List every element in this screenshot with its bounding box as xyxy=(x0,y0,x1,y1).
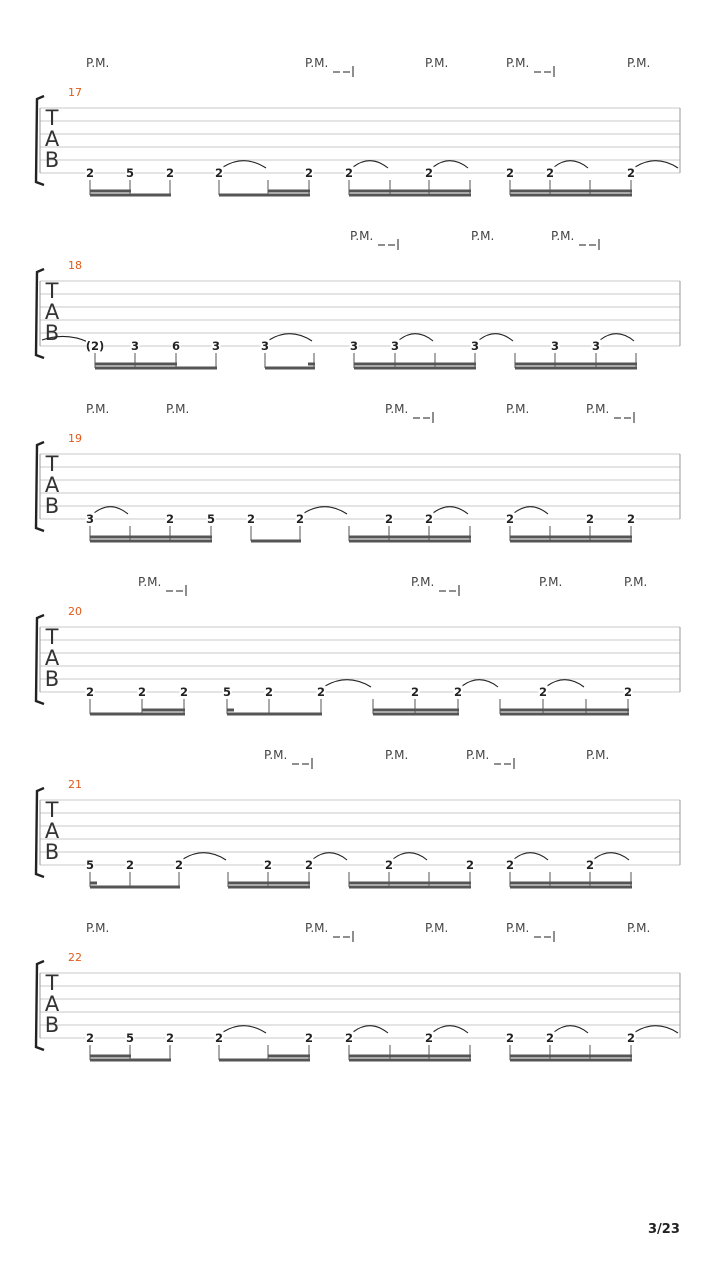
beam-secondary xyxy=(228,882,310,885)
palm-mute-label: P.M. xyxy=(86,56,110,70)
tab-clef-letter: T xyxy=(45,625,59,649)
beam xyxy=(515,367,637,370)
tie-arc xyxy=(433,507,468,514)
palm-mute-label: P.M. xyxy=(305,921,329,935)
fret-number: 5 xyxy=(125,166,135,180)
beam-secondary xyxy=(510,882,632,885)
fret-number: 2 xyxy=(165,1031,175,1045)
palm-mute-label: P.M. xyxy=(551,229,575,243)
beam xyxy=(349,540,471,543)
tie-arc xyxy=(223,161,266,168)
beam xyxy=(349,886,471,889)
beam xyxy=(500,713,629,716)
tie-arc xyxy=(304,507,347,514)
fret-number: 6 xyxy=(171,339,181,353)
fret-number: 2 xyxy=(626,1031,636,1045)
tie-arc xyxy=(600,334,634,341)
fret-number: 2 xyxy=(623,685,633,699)
tie-arc xyxy=(393,853,427,860)
fret-number: 3 xyxy=(550,339,560,353)
palm-mute-label: P.M. xyxy=(506,56,530,70)
fret-number: 3 xyxy=(390,339,400,353)
palm-mute-label: P.M. xyxy=(586,748,610,762)
fret-number: 2 xyxy=(424,512,434,526)
fret-number: 2 xyxy=(344,1031,354,1045)
tie-arc xyxy=(269,334,312,341)
beam-secondary xyxy=(90,190,131,193)
fret-number: 2 xyxy=(505,1031,515,1045)
tie-arc xyxy=(223,1026,266,1033)
fret-number: 2 xyxy=(295,512,305,526)
tab-system-17 xyxy=(36,56,680,197)
tab-clef-letter: A xyxy=(44,819,60,843)
palm-mute-label: P.M. xyxy=(425,56,449,70)
tab-clef-letter: B xyxy=(44,1013,60,1037)
fret-number: 2 xyxy=(137,685,147,699)
measure-number: 17 xyxy=(68,86,82,99)
tie-arc xyxy=(594,853,629,860)
tie-arc xyxy=(325,680,371,687)
fret-number: 2 xyxy=(545,1031,555,1045)
tab-system-20 xyxy=(36,575,680,716)
beam xyxy=(349,194,471,197)
beam-secondary xyxy=(349,536,471,539)
tab-system-19 xyxy=(36,402,680,543)
tie-arc xyxy=(94,507,128,514)
fret-number: 3 xyxy=(85,512,95,526)
tie-arc xyxy=(554,1026,588,1033)
fret-number: 2 xyxy=(384,858,394,872)
measure-number: 22 xyxy=(68,951,82,964)
palm-mute-label: P.M. xyxy=(385,748,409,762)
beam-secondary xyxy=(90,1055,131,1058)
palm-mute-label: P.M. xyxy=(305,56,329,70)
fret-number: 2 xyxy=(344,166,354,180)
fret-number: 2 xyxy=(179,685,189,699)
palm-mute-label: P.M. xyxy=(539,575,563,589)
palm-mute-label: P.M. xyxy=(425,921,449,935)
fret-number: 3 xyxy=(130,339,140,353)
palm-mute-label: P.M. xyxy=(385,402,409,416)
fret-number: 2 xyxy=(264,685,274,699)
beam-secondary xyxy=(510,536,632,539)
beam xyxy=(227,713,322,716)
beam xyxy=(90,713,185,716)
tie-arc xyxy=(313,853,347,860)
palm-mute-label: P.M. xyxy=(86,921,110,935)
tab-clef-letter: B xyxy=(44,321,60,345)
fret-number: 2 xyxy=(174,858,184,872)
beam xyxy=(95,367,217,370)
fret-number: 5 xyxy=(85,858,95,872)
palm-mute-label: P.M. xyxy=(586,402,610,416)
tie-arc xyxy=(514,507,548,514)
palm-mute-label: P.M. xyxy=(627,921,651,935)
beam xyxy=(510,540,632,543)
beam-secondary xyxy=(500,709,629,712)
beam-secondary xyxy=(95,363,177,366)
fret-number: 2 xyxy=(125,858,135,872)
beam-secondary xyxy=(373,709,459,712)
fret-number: 3 xyxy=(591,339,601,353)
tie-arc xyxy=(462,680,498,687)
fret-number: 5 xyxy=(206,512,216,526)
palm-mute-label: P.M. xyxy=(506,402,530,416)
tab-system-18 xyxy=(36,229,680,370)
tab-clef-letter: T xyxy=(45,971,59,995)
tie-arc xyxy=(399,334,433,341)
tab-clef-letter: A xyxy=(44,646,60,670)
beam-secondary xyxy=(349,1055,471,1058)
fret-number: 2 xyxy=(424,1031,434,1045)
palm-mute-label: P.M. xyxy=(466,748,490,762)
fret-number: 2 xyxy=(410,685,420,699)
tie-arc xyxy=(183,853,226,860)
fret-number: 2 xyxy=(626,512,636,526)
tab-clef-letter: B xyxy=(44,494,60,518)
fret-number: 2 xyxy=(304,166,314,180)
tab-clef-letter: A xyxy=(44,992,60,1016)
palm-mute-label: P.M. xyxy=(264,748,288,762)
measure-number: 18 xyxy=(68,259,82,272)
beam xyxy=(251,540,301,543)
tab-clef-letter: T xyxy=(45,106,59,130)
fret-number: 3 xyxy=(470,339,480,353)
beam xyxy=(510,886,632,889)
tab-system-22 xyxy=(36,921,680,1062)
beam xyxy=(90,886,180,889)
beam-secondary xyxy=(268,1055,310,1058)
fret-number: 2 xyxy=(316,685,326,699)
tie-arc xyxy=(433,161,468,168)
beam xyxy=(373,713,459,716)
fret-number: 2 xyxy=(453,685,463,699)
beam xyxy=(228,886,310,889)
beam-secondary xyxy=(510,1055,632,1058)
palm-mute-label: P.M. xyxy=(471,229,495,243)
fret-number: 3 xyxy=(211,339,221,353)
tab-clef-letter: B xyxy=(44,148,60,172)
beam xyxy=(90,540,212,543)
fret-number: 3 xyxy=(260,339,270,353)
beam-secondary xyxy=(90,882,97,885)
beam xyxy=(90,1059,171,1062)
fret-number: 2 xyxy=(165,166,175,180)
palm-mute-label: P.M. xyxy=(138,575,162,589)
fret-number: 5 xyxy=(222,685,232,699)
fret-number: 2 xyxy=(538,685,548,699)
beam-secondary xyxy=(227,709,234,712)
fret-number: 2 xyxy=(505,858,515,872)
fret-number: 5 xyxy=(125,1031,135,1045)
fret-number: 2 xyxy=(214,166,224,180)
beam xyxy=(510,1059,632,1062)
beam-secondary xyxy=(515,363,637,366)
beam-secondary xyxy=(349,190,471,193)
measure-number: 20 xyxy=(68,605,82,618)
tab-clef-letter: T xyxy=(45,452,59,476)
beam-secondary xyxy=(268,190,310,193)
tab-clef-letter: B xyxy=(44,840,60,864)
palm-mute-label: P.M. xyxy=(350,229,374,243)
palm-mute-label: P.M. xyxy=(627,56,651,70)
tie-arc xyxy=(635,1026,678,1033)
beam xyxy=(219,1059,310,1062)
fret-number: 3 xyxy=(349,339,359,353)
tab-clef-letter: A xyxy=(44,127,60,151)
beam-secondary xyxy=(354,363,476,366)
measure-number: 19 xyxy=(68,432,82,445)
tab-clef-letter: A xyxy=(44,473,60,497)
tie-arc xyxy=(353,161,388,168)
fret-number: 2 xyxy=(505,512,515,526)
fret-number: 2 xyxy=(585,512,595,526)
fret-number: 2 xyxy=(505,166,515,180)
tab-system-21 xyxy=(36,748,680,889)
palm-mute-label: P.M. xyxy=(166,402,190,416)
palm-mute-label: P.M. xyxy=(86,402,110,416)
beam xyxy=(219,194,310,197)
fret-number: 2 xyxy=(465,858,475,872)
tab-clef-letter: T xyxy=(45,279,59,303)
beam xyxy=(90,194,171,197)
beam-secondary xyxy=(349,882,471,885)
tie-arc xyxy=(433,1026,468,1033)
tab-clef-letter: T xyxy=(45,798,59,822)
fret-number: 2 xyxy=(246,512,256,526)
fret-number: 2 xyxy=(626,166,636,180)
beam-secondary xyxy=(90,536,212,539)
beam xyxy=(349,1059,471,1062)
beam-secondary xyxy=(142,709,185,712)
fret-number: 2 xyxy=(304,858,314,872)
tie-arc xyxy=(514,853,548,860)
fret-number: 2 xyxy=(85,1031,95,1045)
beam-secondary xyxy=(308,363,315,366)
fret-number: 2 xyxy=(545,166,555,180)
tie-arc xyxy=(554,161,588,168)
fret-number: (2) xyxy=(85,339,105,353)
palm-mute-label: P.M. xyxy=(624,575,648,589)
tie-arc xyxy=(353,1026,388,1033)
tie-arc xyxy=(547,680,584,687)
page-number: 3/23 xyxy=(648,1222,680,1237)
palm-mute-label: P.M. xyxy=(506,921,530,935)
beam xyxy=(510,194,632,197)
beam-secondary xyxy=(510,190,632,193)
fret-number: 2 xyxy=(263,858,273,872)
fret-number: 2 xyxy=(585,858,595,872)
beam xyxy=(265,367,315,370)
palm-mute-label: P.M. xyxy=(411,575,435,589)
fret-number: 2 xyxy=(384,512,394,526)
tab-clef-letter: B xyxy=(44,667,60,691)
fret-number: 2 xyxy=(85,166,95,180)
tie-arc xyxy=(635,161,678,168)
measure-number: 21 xyxy=(68,778,82,791)
fret-number: 2 xyxy=(165,512,175,526)
fret-number: 2 xyxy=(424,166,434,180)
fret-number: 2 xyxy=(85,685,95,699)
beam xyxy=(354,367,476,370)
tab-clef-letter: A xyxy=(44,300,60,324)
fret-number: 2 xyxy=(304,1031,314,1045)
tie-arc xyxy=(479,334,513,341)
fret-number: 2 xyxy=(214,1031,224,1045)
